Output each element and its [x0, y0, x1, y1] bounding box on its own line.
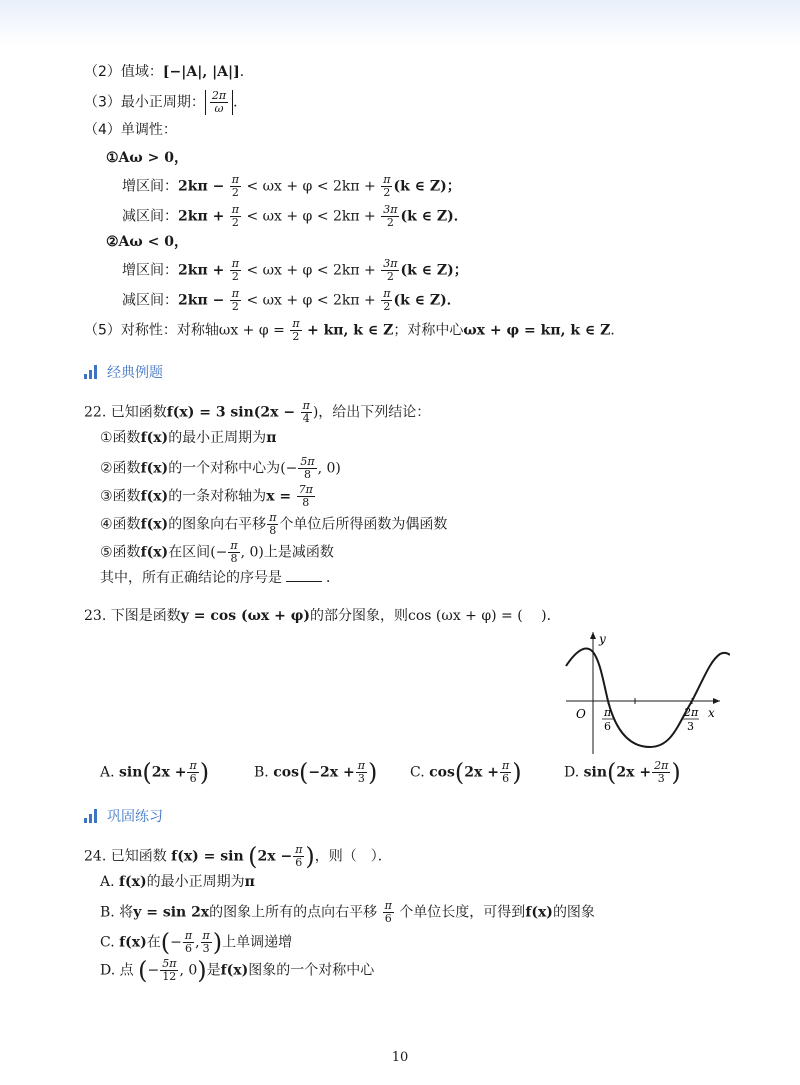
text: 的最小正周期为: [168, 430, 267, 446]
sym-center-label: ；对称中心: [393, 322, 464, 339]
frac-den: 8: [230, 552, 238, 565]
option-label: D.: [564, 764, 580, 781]
frac-num: π: [292, 317, 300, 330]
q24-option-d[interactable]: D. 点 (− $\frac{5\pi}{12}$ , 0)是f(x)图象的一个对称中心: [100, 956, 375, 985]
text: 个单位长度，可得到: [399, 904, 526, 921]
range-end: ．: [239, 64, 254, 80]
q24-option-c[interactable]: C. f(x)在(− $\frac{\pi}{6}$ , $\frac{\pi}{3}$ )上单调递增: [100, 928, 293, 957]
frac-num: π: [202, 929, 210, 942]
frac-num: π: [383, 173, 391, 186]
text: 图象的一个对称中心: [248, 962, 375, 979]
math: 2x +: [464, 764, 499, 781]
math: f(x): [220, 962, 249, 979]
x-label: x: [708, 706, 715, 720]
text: 将: [119, 904, 134, 921]
period-num: 2π: [211, 89, 227, 102]
period-end: ．: [233, 94, 248, 111]
frac-num: π: [384, 899, 392, 912]
math: 2x −: [257, 848, 293, 865]
tick2-num: 2π: [684, 706, 699, 719]
text: 是: [206, 962, 221, 979]
option-label: C.: [100, 934, 115, 951]
q22-statement-3: [100, 484, 316, 509]
math: < ωx + φ < 2kπ +: [246, 178, 376, 195]
range-math: [−|A|, |A|]: [162, 64, 240, 80]
question-number: 24.: [84, 848, 107, 865]
math: π: [244, 874, 255, 890]
frac-num: π: [231, 287, 239, 300]
cosine-graph: [560, 628, 730, 758]
text: ．: [546, 608, 561, 624]
text: ③函数: [100, 488, 141, 505]
option-label: D.: [100, 962, 116, 979]
section-header-practice: [84, 806, 163, 826]
math: < ωx + φ < 2kπ +: [246, 292, 376, 309]
text: 的部分图象，则: [310, 608, 409, 624]
frac-den: 2: [231, 270, 239, 283]
math: , 0): [317, 460, 341, 477]
text: ，则（ ）．: [314, 848, 392, 865]
math: 2kπ −: [178, 292, 225, 309]
text: ④函数: [100, 516, 141, 533]
text: 的图象上所有的点向右平移: [209, 904, 378, 921]
text: ．: [326, 570, 340, 586]
sym-end: ．: [610, 322, 625, 339]
frac-num: 7π: [298, 483, 313, 496]
q23-stem: [84, 606, 561, 626]
text: 其中，所有正确结论的序号是: [100, 570, 282, 586]
text: 上单调递增: [222, 934, 293, 951]
frac-den: 8: [302, 496, 310, 509]
option-label: B.: [100, 904, 115, 921]
math: −: [147, 962, 160, 979]
math: f(x): [140, 460, 169, 477]
text: 的图象: [552, 904, 595, 921]
frac-den: 6: [184, 942, 192, 955]
frac-den: 6: [295, 856, 303, 869]
math: f(x): [119, 934, 147, 951]
math: y = sin 2x: [133, 904, 210, 921]
frac-den: 3: [357, 772, 365, 785]
tick2-den: 3: [687, 720, 694, 733]
math: f(x): [140, 544, 169, 561]
q23-option-c[interactable]: C. cos(2x + $\frac{\pi}{6}$ ): [410, 758, 522, 787]
math: (−: [280, 460, 298, 477]
curve: [566, 649, 730, 747]
property-period: [84, 90, 247, 115]
text: 在区间: [168, 544, 211, 561]
frac-den: 6: [384, 912, 392, 925]
math: sin: [583, 764, 608, 781]
period-label: （3）最小正周期：: [84, 94, 205, 111]
text: ②函数: [100, 460, 141, 477]
case2-increase: [122, 258, 468, 283]
frac-den: 8: [269, 524, 277, 537]
option-label: A.: [100, 764, 115, 781]
period-abs: [205, 90, 233, 115]
option-label: B.: [254, 764, 269, 781]
q22-statement-1: [100, 428, 276, 448]
bar-chart-icon: [84, 365, 97, 379]
tick1-den: 6: [604, 720, 611, 733]
math: cos (ωx + φ) = ( ): [408, 608, 547, 624]
frac-num: π: [295, 843, 303, 856]
bar-chart-icon: [84, 809, 97, 823]
frac-den: 6: [189, 772, 197, 785]
text: 的一条对称轴为: [168, 488, 267, 505]
math: f(x) = sin: [171, 848, 244, 865]
math: (−: [210, 544, 228, 561]
frac-den: 8: [304, 468, 311, 481]
math: , 0): [240, 544, 264, 561]
frac-num: π: [230, 539, 238, 552]
math: −2x +: [308, 764, 355, 781]
math: f(x): [140, 516, 169, 533]
q24-option-b[interactable]: [100, 900, 595, 925]
text: 的图象向右平移: [168, 516, 267, 533]
frac-den: 2: [386, 270, 394, 283]
case2-label: ②Aω < 0，: [106, 234, 188, 250]
text: 点: [119, 962, 134, 979]
frac-den: 12: [162, 970, 177, 983]
q22-statement-2: [100, 456, 341, 481]
math: (k ∈ Z)．: [393, 292, 461, 309]
frac-num: π: [501, 759, 510, 772]
math: −: [170, 934, 182, 951]
math: f(x): [140, 488, 169, 505]
text: 下图是函数: [110, 608, 181, 624]
header-band: [0, 0, 800, 46]
frac-den: 6: [502, 772, 510, 785]
math: 2kπ +: [178, 208, 225, 225]
frac-num: π: [302, 399, 310, 412]
text: 已知函数: [110, 848, 167, 865]
case1-decrease: [122, 204, 468, 229]
math: 2kπ +: [178, 262, 225, 279]
property-monotonic-label: （4）单调性：: [84, 122, 177, 138]
sym-label: （5）对称性：对称轴: [84, 322, 219, 339]
text: 的一个对称中心为: [168, 460, 281, 477]
case1-label: ①Aω > 0，: [106, 150, 188, 166]
frac-num: 3π: [383, 203, 398, 216]
math: 2kπ −: [178, 178, 225, 195]
question-number: 23.: [84, 608, 107, 624]
dec-label: 减区间：: [122, 292, 178, 309]
frac-den: 3: [202, 942, 210, 955]
q22-statement-5: [100, 540, 334, 565]
frac-num: π: [184, 929, 193, 942]
math: ωx + φ = kπ, k ∈ Z: [463, 322, 611, 339]
option-label: A.: [100, 874, 115, 890]
text: 上是减函数: [263, 544, 334, 561]
frac-num: π: [357, 759, 365, 772]
section-title: 经典例题: [107, 365, 163, 381]
frac-den: 2: [292, 330, 300, 343]
q22-ask: [100, 568, 340, 588]
frac-num: π: [231, 257, 239, 270]
math: 2x +: [151, 764, 187, 781]
frac-den: 2: [383, 300, 391, 313]
math: < ωx + φ < 2kπ +: [246, 262, 376, 279]
inc-label: 增区间：: [122, 262, 178, 279]
tick1-num: π: [604, 706, 612, 719]
frac-num: 2π: [654, 759, 669, 772]
frac-den: 2: [231, 216, 239, 229]
section-title: 巩固练习: [107, 809, 163, 825]
math: sin: [119, 764, 143, 781]
math: π: [266, 430, 277, 446]
property-range: [84, 62, 254, 82]
math: < ωx + φ < 2kπ +: [246, 208, 376, 225]
q24-stem: 24. 已知函数 f(x) = sin (2x − $\frac{\pi}{6}$ )，则（ ）．: [84, 842, 392, 871]
q22-stem: [84, 400, 430, 425]
q23-option-d[interactable]: D. sin(2x + $\frac{2\pi}{3}$ ): [564, 758, 681, 787]
math: y = cos (ωx + φ): [180, 608, 311, 624]
case2-decrease: [122, 288, 461, 313]
math: 2x +: [616, 764, 652, 781]
y-label: y: [599, 632, 606, 646]
text: 个单位后所得函数为偶函数: [279, 516, 448, 533]
frac-den: 2: [386, 216, 394, 229]
frac-num: π: [231, 173, 239, 186]
math: , 0: [179, 962, 198, 979]
math: (k ∈ Z)；: [400, 262, 468, 279]
x-axis-arrow-icon: [713, 698, 720, 704]
math: + kπ, k ∈ Z: [307, 322, 394, 339]
text: 的最小正周期为: [146, 874, 245, 890]
math: (k ∈ Z)．: [400, 208, 468, 225]
frac-num: π: [383, 287, 391, 300]
math: ): [312, 404, 319, 421]
section-header-examples: [84, 362, 163, 382]
origin-label: O: [576, 707, 586, 721]
frac-num: π: [189, 759, 197, 772]
q23-option-a[interactable]: A. sin(2x + $\frac{\pi}{6}$ ): [100, 758, 210, 787]
math: (k ∈ Z)；: [393, 178, 461, 195]
q24-option-a[interactable]: [100, 872, 255, 892]
math: ,: [195, 934, 200, 951]
math: cos: [429, 764, 455, 781]
math: x =: [266, 488, 292, 505]
question-number: 22.: [84, 404, 107, 421]
text: ①函数: [100, 430, 141, 446]
frac-num: 5π: [300, 455, 315, 468]
math: cos: [273, 764, 299, 781]
text: 已知函数: [110, 404, 167, 421]
frac-num: 5π: [162, 957, 177, 970]
math: f(x): [525, 904, 553, 921]
text: ⑤函数: [100, 544, 141, 561]
case1-increase: [122, 174, 461, 199]
frac-den: 4: [302, 412, 310, 425]
math: f(x): [140, 430, 169, 446]
frac-den: 2: [383, 186, 391, 199]
text: 在: [146, 934, 161, 951]
frac-num: 3π: [383, 257, 398, 270]
page-number: 10: [391, 1050, 409, 1065]
range-label: （2）值域：: [84, 64, 163, 80]
math: ωx + φ =: [218, 322, 285, 339]
property-symmetry: [84, 318, 624, 343]
text: ，给出下列结论：: [318, 404, 431, 421]
math: f(x) = 3 sin(2x −: [166, 404, 296, 421]
inc-label: 增区间：: [122, 178, 178, 195]
frac-num: π: [231, 203, 239, 216]
frac-den: 2: [231, 186, 239, 199]
math: f(x): [119, 874, 147, 890]
q22-statement-4: [100, 512, 447, 537]
dec-label: 减区间：: [122, 208, 178, 225]
period-den: ω: [214, 102, 224, 115]
option-label: C.: [410, 764, 425, 781]
frac-den: 3: [657, 772, 665, 785]
frac-den: 2: [231, 300, 239, 313]
y-axis-arrow-icon: [590, 632, 596, 639]
q23-option-b[interactable]: B. cos(−2x + $\frac{\pi}{3}$ ): [254, 758, 378, 787]
answer-blank[interactable]: [286, 581, 322, 582]
frac-num: π: [269, 511, 277, 524]
